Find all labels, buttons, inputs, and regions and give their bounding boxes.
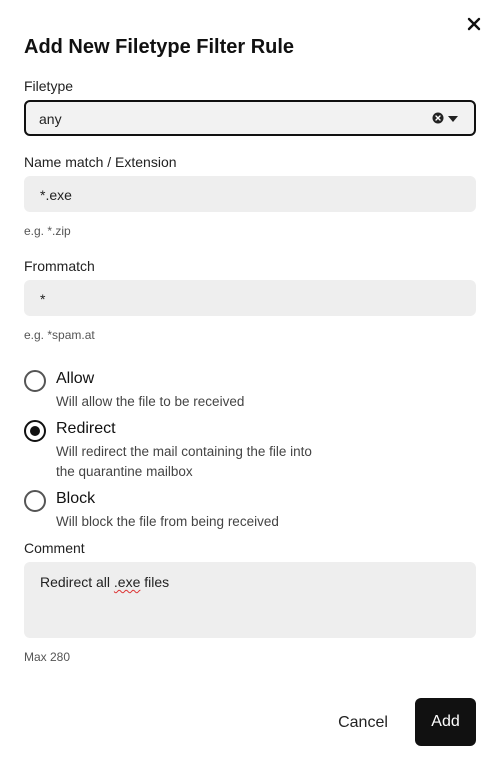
radio-block-label: Block (56, 490, 96, 507)
radio-block-description: Will block the file from being received (56, 514, 279, 529)
filetype-select[interactable] (24, 100, 476, 136)
from-match-label: Frommatch (24, 258, 95, 274)
close-button[interactable] (464, 14, 484, 34)
from-match-helper: e.g. *spam.at (24, 328, 95, 342)
name-match-input[interactable] (24, 176, 476, 212)
comment-text-misspelled: .exe (113, 574, 141, 590)
name-match-helper: e.g. *.zip (24, 224, 71, 238)
comment-textarea[interactable] (24, 562, 476, 638)
radio-allow-label: Allow (56, 370, 95, 387)
name-match-value: *.exe (40, 187, 72, 203)
radio-allow-description: Will allow the file to be received (56, 394, 245, 409)
filetype-selected-value: any (39, 111, 62, 127)
radio-redirect-label: Redirect (56, 420, 116, 437)
radio-allow[interactable] (24, 370, 46, 392)
close-icon (464, 14, 484, 34)
dialog-title: Add New Filetype Filter Rule (24, 36, 295, 58)
add-button[interactable]: Add (415, 698, 476, 746)
filetype-label: Filetype (24, 78, 74, 94)
comment-helper: Max 280 (24, 650, 71, 664)
cancel-button[interactable]: Cancel (338, 714, 388, 731)
comment-label: Comment (24, 540, 85, 556)
chevron-down-icon[interactable] (448, 116, 458, 122)
radio-block[interactable] (24, 490, 46, 512)
radio-redirect-description: Will redirect the mail containing the file into the quarantine mailbox (56, 444, 312, 479)
from-match-value: * (40, 291, 46, 307)
from-match-input[interactable] (24, 280, 476, 316)
comment-text-suffix: files (140, 574, 170, 590)
comment-value (40, 574, 169, 590)
comment-text-prefix: Redirect all (40, 574, 114, 590)
radio-redirect[interactable] (24, 420, 46, 442)
name-match-label: Name match / Extension (24, 154, 177, 170)
clear-icon[interactable] (432, 112, 444, 124)
